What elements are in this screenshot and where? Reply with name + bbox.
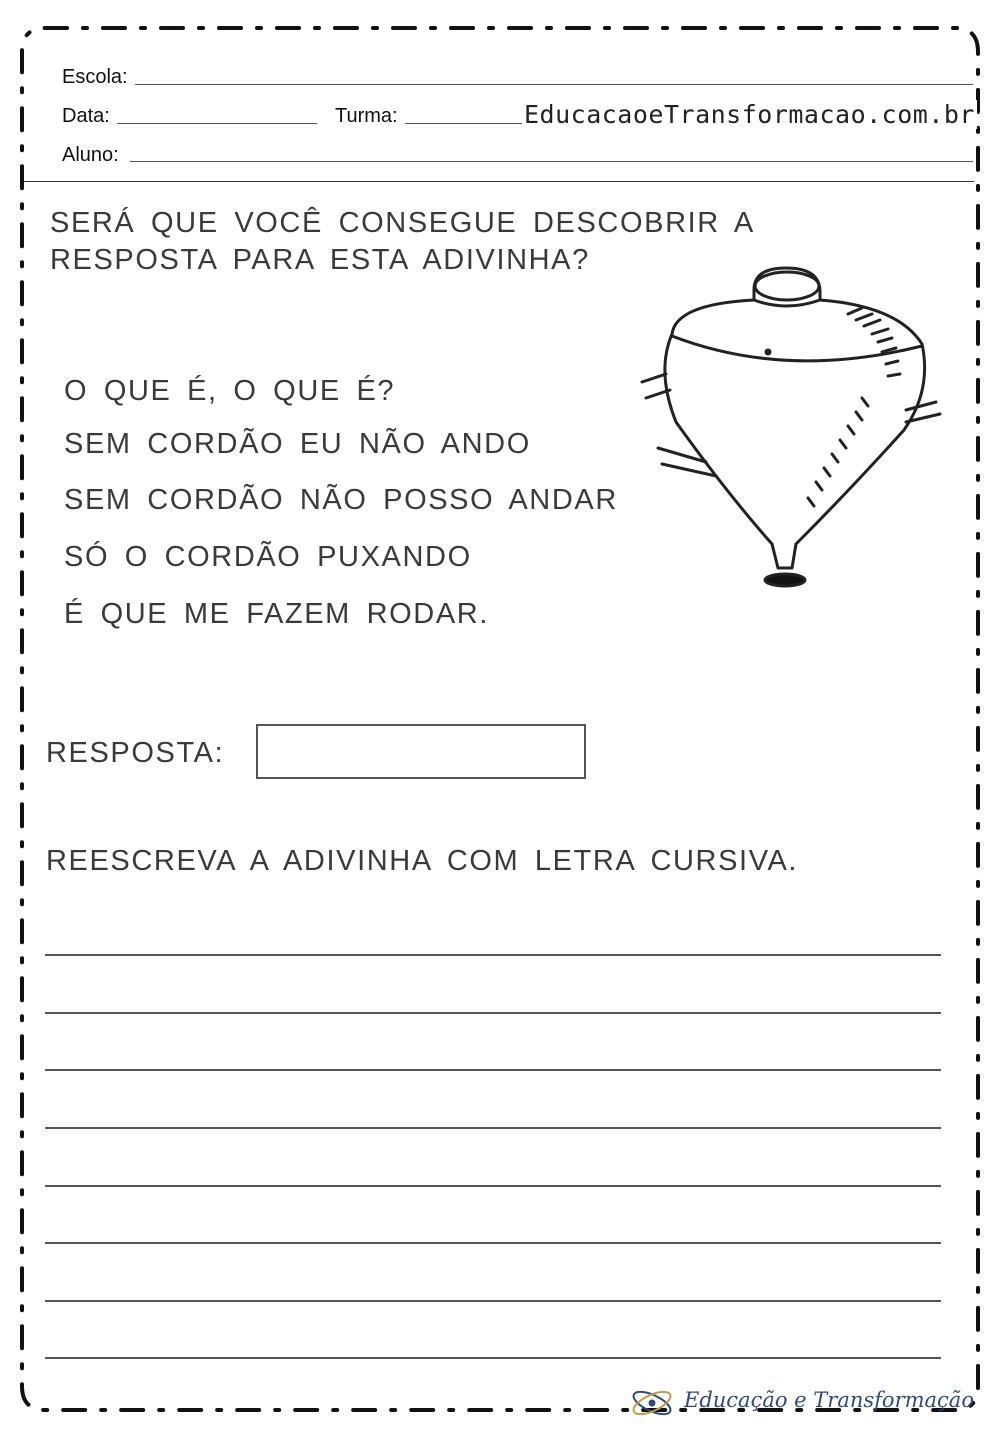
atom-logo-icon [628, 1386, 678, 1420]
writing-line[interactable] [45, 954, 941, 956]
intro-line-1: SERÁ QUE VOCÊ CONSEGUE DESCOBRIR A [50, 207, 755, 239]
rewrite-instruction: REESCREVA A ADIVINHA COM LETRA CURSIVA. [46, 845, 799, 877]
writing-line[interactable] [45, 1127, 941, 1129]
header-divider [24, 181, 974, 182]
riddle-line: O QUE É, O QUE É? [64, 375, 396, 407]
riddle-line: SEM CORDÃO NÃO POSSO ANDAR [64, 484, 618, 516]
student-label: Aluno: [62, 144, 119, 166]
answer-input-box[interactable] [256, 724, 586, 779]
writing-line[interactable] [45, 1300, 941, 1302]
riddle-line: SEM CORDÃO EU NÃO ANDO [64, 428, 531, 460]
writing-line[interactable] [45, 1012, 941, 1014]
class-label: Turma: [335, 105, 398, 127]
date-field[interactable] [117, 123, 317, 124]
writing-line[interactable] [45, 1069, 941, 1071]
riddle-line: É QUE ME FAZEM RODAR. [64, 598, 489, 630]
site-url: EducacaoeTransformacao.com.br [524, 100, 975, 129]
riddle-line: SÓ O CORDÃO PUXANDO [64, 541, 472, 573]
writing-line[interactable] [45, 1185, 941, 1187]
intro-line-2: RESPOSTA PARA ESTA ADIVINHA? [50, 244, 590, 276]
spinning-top-icon [636, 262, 946, 602]
writing-line[interactable] [45, 1242, 941, 1244]
answer-label: RESPOSTA: [46, 737, 225, 769]
date-label: Data: [62, 105, 110, 127]
footer-brand: Educação e Transformação [684, 1388, 974, 1412]
school-field[interactable] [135, 84, 973, 85]
school-label: Escola: [62, 66, 128, 88]
writing-line[interactable] [45, 1357, 941, 1359]
student-field[interactable] [130, 161, 973, 162]
